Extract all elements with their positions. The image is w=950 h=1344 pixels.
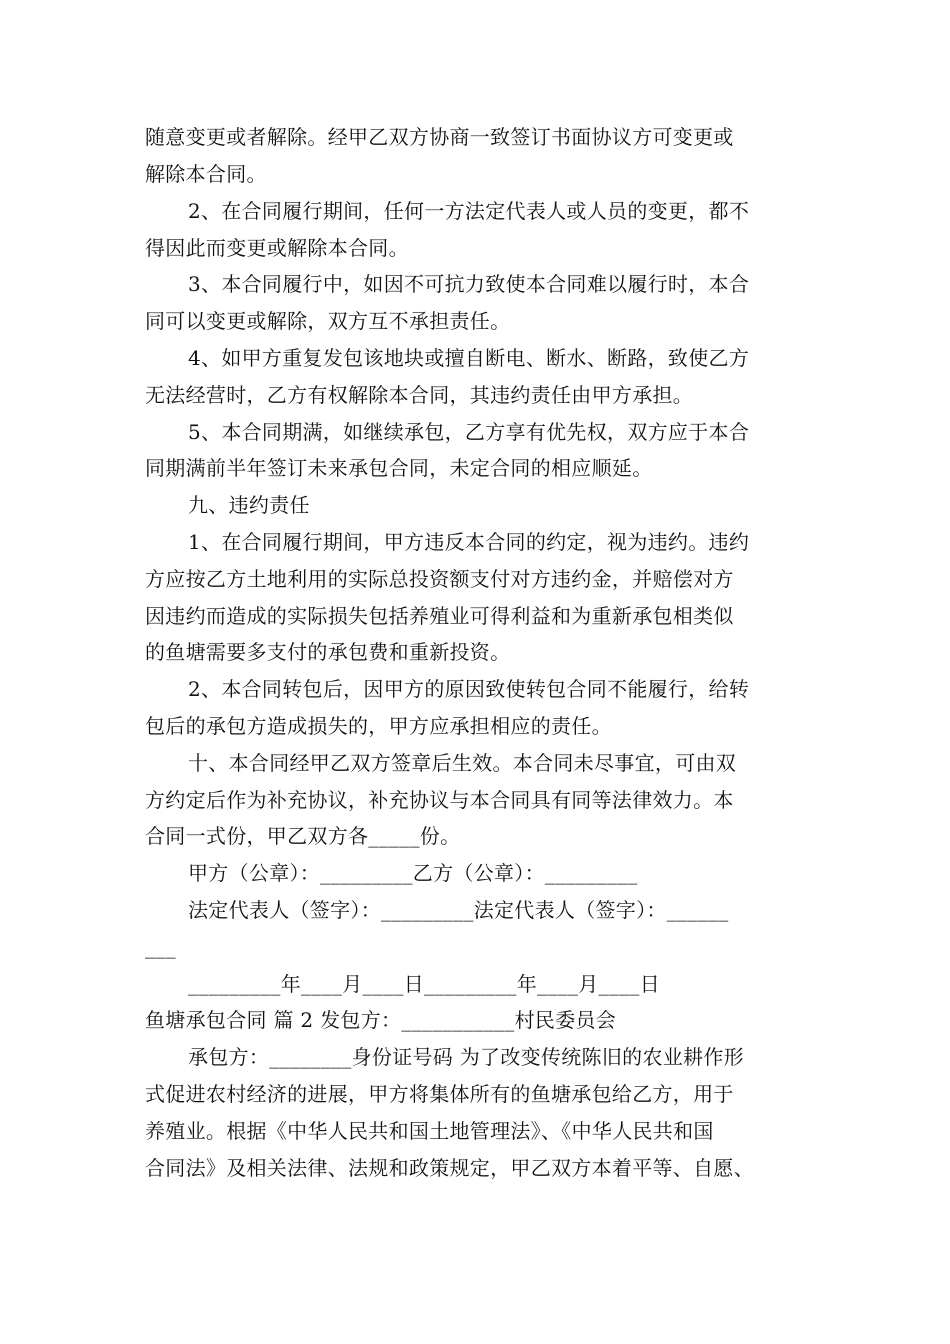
- text-line: 同可以变更或解除，双方互不承担责任。: [145, 309, 511, 333]
- text-line: 合同法》及相关法律、法规和政策规定，甲乙双方本着平等、自愿、: [145, 1156, 754, 1180]
- text-line: 4、如甲方重复发包该地块或擅自断电、断水、断路，致使乙方: [188, 346, 750, 370]
- text-line: 1、在合同履行期间，甲方违反本合同的约定，视为违约。违约: [188, 530, 750, 554]
- date-line: _________年____月____日_________年____月____日: [188, 972, 660, 996]
- text-line: 无法经营时，乙方有权解除本合同，其违约责任由甲方承担。: [145, 383, 694, 407]
- signature-line: 法定代表人（签字）：_________法定代表人（签字）：______: [188, 898, 729, 922]
- text-line: 的鱼塘需要多支付的承包费和重新投资。: [145, 640, 511, 664]
- text-line: 合同一式份，甲乙双方各_____份。: [145, 824, 461, 848]
- text-line: 方应按乙方土地利用的实际总投资额支付对方违约金，并赔偿对方: [145, 567, 734, 591]
- text-line: 5、本合同期满，如继续承包，乙方享有优先权，双方应于本合: [188, 420, 750, 444]
- text-line: 方约定后作为补充协议，补充协议与本合同具有同等法律效力。本: [145, 788, 734, 812]
- text-line: 随意变更或者解除。经甲乙双方协商一致签订书面协议方可变更或: [145, 125, 734, 149]
- text-line: 2、在合同履行期间，任何一方法定代表人或人员的变更，都不: [188, 199, 750, 223]
- text-line: 解除本合同。: [145, 162, 267, 186]
- text-line: 3、本合同履行中，如因不可抗力致使本合同难以履行时，本合: [188, 272, 750, 296]
- text-line: 2、本合同转包后，因甲方的原因致使转包合同不能履行，给转: [188, 677, 750, 701]
- text-line: 十、本合同经甲乙双方签章后生效。本合同未尽事宜，可由双: [188, 751, 737, 775]
- signature-line: 甲方（公章）：_________乙方（公章）：_________: [188, 861, 638, 885]
- signature-line-continued: ___: [145, 935, 176, 959]
- text-line: 包后的承包方造成损失的，甲方应承担相应的责任。: [145, 714, 612, 738]
- text-line: 因违约而造成的实际损失包括养殖业可得利益和为重新承包相类似: [145, 604, 734, 628]
- text-line: 式促进农村经济的进展，甲方将集体所有的鱼塘承包给乙方，用于: [145, 1082, 734, 1106]
- text-line: 承包方：________身份证号码 为了改变传统陈旧的农业耕作形: [188, 1045, 744, 1069]
- text-line: 养殖业。根据《中华人民共和国土地管理法》、《中华人民共和国: [145, 1119, 714, 1143]
- text-line: 同期满前半年签订未来承包合同，未定合同的相应顺延。: [145, 456, 653, 480]
- contract-title-line: 鱼塘承包合同 篇 2 发包方：___________村民委员会: [145, 1008, 617, 1032]
- text-line: 得因此而变更或解除本合同。: [145, 236, 409, 260]
- section-heading: 九、违约责任: [188, 493, 310, 517]
